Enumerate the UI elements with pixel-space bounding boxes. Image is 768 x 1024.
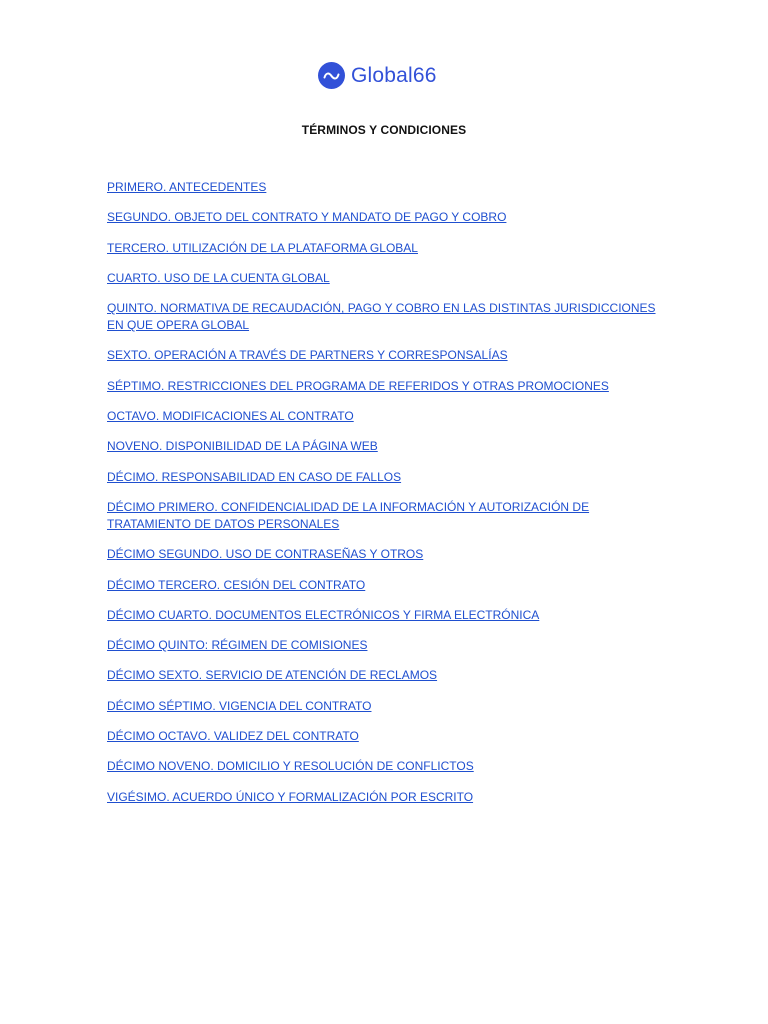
toc-link-decimo-sexto[interactable]: DÉCIMO SEXTO. SERVICIO DE ATENCIÓN DE RECLAMOS: [107, 668, 438, 683]
brand-logo: [318, 62, 437, 89]
toc-item: [107, 637, 667, 654]
toc-item: [107, 209, 667, 226]
toc-link-cuarto[interactable]: CUARTO. USO DE LA CUENTA GLOBAL: [107, 270, 330, 285]
toc-link-quinto[interactable]: QUINTO. NORMATIVA DE RECAUDACIÓN, PAGO Y COBRO EN LAS DISTINTAS JURISDICCIONES EN QUE OPERA GLOBAL: [107, 301, 656, 333]
toc-item: [107, 499, 667, 533]
toc-item: [107, 758, 667, 775]
toc-item: [107, 240, 667, 257]
toc-item: [107, 270, 667, 287]
toc-item: [107, 378, 667, 395]
toc-link-segundo[interactable]: SEGUNDO. OBJETO DEL CONTRATO Y MANDATO DE PAGO Y COBRO: [107, 210, 507, 225]
toc-link-decimo-primero[interactable]: DÉCIMO PRIMERO. CONFIDENCIALIDAD DE LA INFORMACIÓN Y AUTORIZACIÓN DE TRATAMIENTO DE DATOS PERSONALES: [107, 499, 590, 531]
toc-item: [107, 607, 667, 624]
toc-item: [107, 577, 667, 594]
toc-item: [107, 179, 667, 196]
toc-link-vigesimo[interactable]: VIGÉSIMO. ACUERDO ÚNICO Y FORMALIZACIÓN POR ESCRITO: [107, 789, 474, 804]
toc-item: [107, 728, 667, 745]
toc-item: [107, 546, 667, 563]
toc-link-noveno[interactable]: NOVENO. DISPONIBILIDAD DE LA PÁGINA WEB: [107, 439, 378, 454]
toc-link-decimo-tercero[interactable]: DÉCIMO TERCERO. CESIÓN DEL CONTRATO: [107, 577, 366, 592]
toc-item: [107, 469, 667, 486]
toc-item: [107, 408, 667, 425]
table-of-contents: [107, 179, 667, 819]
toc-item: [107, 300, 667, 334]
toc-link-decimo-noveno[interactable]: DÉCIMO NOVENO. DOMICILIO Y RESOLUCIÓN DE CONFLICTOS: [107, 759, 474, 774]
wave-icon: [318, 62, 345, 89]
toc-item: [107, 698, 667, 715]
toc-link-decimo[interactable]: DÉCIMO. RESPONSABILIDAD EN CASO DE FALLOS: [107, 469, 402, 484]
toc-item: [107, 347, 667, 364]
toc-item: [107, 667, 667, 684]
toc-link-septimo[interactable]: SÉPTIMO. RESTRICCIONES DEL PROGRAMA DE REFERIDOS Y OTRAS PROMOCIONES: [107, 378, 609, 393]
toc-link-sexto[interactable]: SEXTO. OPERACIÓN A TRAVÉS DE PARTNERS Y CORRESPONSALÍAS: [107, 348, 508, 363]
toc-link-octavo[interactable]: OCTAVO. MODIFICACIONES AL CONTRATO: [107, 409, 354, 424]
toc-link-primero[interactable]: PRIMERO. ANTECEDENTES: [107, 180, 267, 194]
document-title: TÉRMINOS Y CONDICIONES: [301, 123, 467, 137]
toc-link-decimo-cuarto[interactable]: DÉCIMO CUARTO. DOCUMENTOS ELECTRÓNICOS Y FIRMA ELECTRÓNICA: [107, 607, 540, 622]
brand-name: Global66: [351, 64, 437, 87]
toc-link-decimo-segundo[interactable]: DÉCIMO SEGUNDO. USO DE CONTRASEÑAS Y OTROS: [107, 547, 424, 562]
toc-item: [107, 438, 667, 455]
toc-link-decimo-septimo[interactable]: DÉCIMO SÉPTIMO. VIGENCIA DEL CONTRATO: [107, 698, 372, 713]
toc-link-decimo-quinto[interactable]: DÉCIMO QUINTO: RÉGIMEN DE COMISIONES: [107, 638, 368, 653]
toc-link-tercero[interactable]: TERCERO. UTILIZACIÓN DE LA PLATAFORMA GLOBAL: [107, 240, 418, 255]
toc-link-decimo-octavo[interactable]: DÉCIMO OCTAVO. VALIDEZ DEL CONTRATO: [107, 729, 359, 744]
toc-item: [107, 789, 667, 806]
